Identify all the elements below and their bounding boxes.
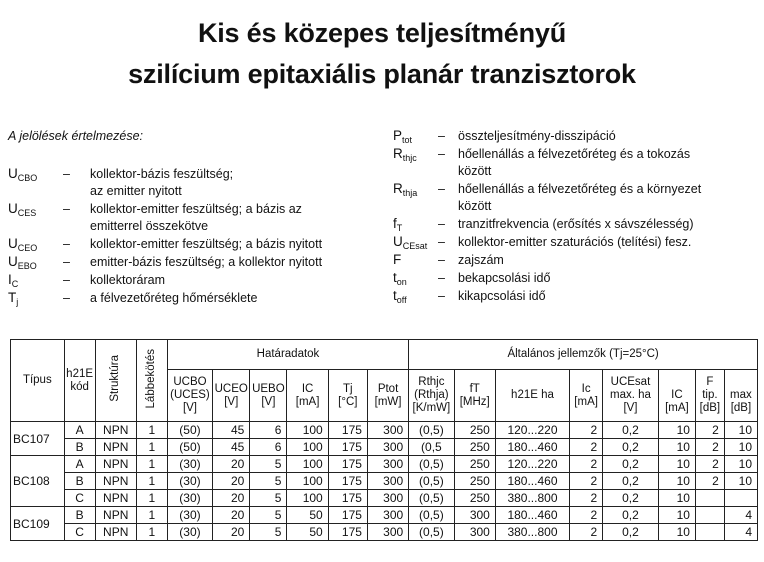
symbol-subscript: CBO — [17, 173, 38, 183]
cell-ftip — [695, 507, 724, 524]
cell-uceo: 20 — [213, 490, 250, 507]
cell-fmax: 4 — [724, 524, 757, 541]
legend-row — [8, 272, 388, 290]
struktura-cell: NPN — [95, 456, 136, 473]
cell-tj: 175 — [328, 473, 367, 490]
cell-uebo: 6 — [250, 439, 287, 456]
labbekotes-cell: 1 — [136, 524, 167, 541]
cell-ic3: 10 — [658, 422, 695, 439]
cell-uebo: 5 — [250, 524, 287, 541]
kod-cell: B — [64, 473, 95, 490]
cell-ic3: 10 — [658, 473, 695, 490]
legend-symbol — [8, 254, 37, 274]
legend-dash: – — [438, 129, 445, 143]
legend-symbol — [393, 288, 407, 308]
cell-ic3: 10 — [658, 490, 695, 507]
symbol-subscript: on — [396, 277, 407, 287]
cell-ft: 250 — [454, 422, 495, 439]
legend-dash: – — [438, 253, 445, 267]
legend-description: kollektor-emitter feszültség; a bázis az — [90, 202, 302, 216]
symbol-subscript: off — [396, 295, 407, 305]
legend-row — [8, 254, 388, 272]
legend-description: hőellenállás a félvezetőréteg és a tokozás — [458, 147, 691, 161]
cell-fmax: 10 — [724, 473, 757, 490]
th-tipus: Típus — [11, 340, 65, 422]
cell-ic2: 2 — [570, 507, 603, 524]
legend-row — [8, 201, 388, 236]
page-subtitle: szilícium epitaxiális planár tranzisztorok — [128, 59, 636, 89]
legend-row — [393, 252, 764, 270]
kod-cell: C — [64, 490, 95, 507]
legend-symbol — [393, 181, 417, 201]
cell-rth: (0,5) — [409, 422, 454, 439]
cell-uceo: 45 — [213, 439, 250, 456]
cell-ucesat: 0,2 — [603, 490, 659, 507]
cell-ptot: 300 — [367, 456, 408, 473]
kod-cell: C — [64, 524, 95, 541]
cell-ucbo: (50) — [167, 439, 212, 456]
symbol-base: U — [8, 166, 18, 181]
cell-ptot: 300 — [367, 439, 408, 456]
th-uebo: UEBO [V] — [250, 370, 287, 422]
struktura-cell: NPN — [95, 490, 136, 507]
legend-heading: A jelölések értelmezése: — [8, 129, 144, 143]
legend-description: kollektor-emitter feszültség; a bázis nyitott — [90, 237, 323, 251]
th-rthjc: Rthjc (Rthja) [K/mW] — [409, 370, 454, 422]
legend-symbol — [393, 146, 417, 166]
th-hataradatok: Határadatok — [167, 340, 408, 370]
cell-ic3: 10 — [658, 439, 695, 456]
legend-symbol — [393, 270, 407, 290]
cell-ucesat: 0,2 — [603, 456, 659, 473]
cell-tj: 175 — [328, 490, 367, 507]
cell-rth: (0,5 — [409, 439, 454, 456]
th-uceo: UCEO [V] — [213, 370, 250, 422]
symbol-base: U — [8, 201, 18, 216]
symbol-subscript: CES — [17, 208, 37, 218]
symbol-base: f — [393, 216, 397, 231]
legend-row — [8, 166, 388, 201]
cell-rth: (0,5) — [409, 473, 454, 490]
legend-dash: – — [63, 273, 70, 287]
cell-ft: 300 — [454, 507, 495, 524]
legend-dash: – — [63, 167, 70, 181]
cell-uebo: 5 — [250, 490, 287, 507]
symbol-subscript: thjc — [402, 153, 417, 163]
cell-ptot: 300 — [367, 422, 408, 439]
legend-symbol — [8, 236, 37, 256]
cell-uceo: 20 — [213, 507, 250, 524]
th-h21e: h21E ha — [495, 370, 569, 422]
th-ft: fT [MHz] — [454, 370, 495, 422]
labbekotes-cell: 1 — [136, 490, 167, 507]
cell-ucesat: 0,2 — [603, 507, 659, 524]
cell-ic: 100 — [287, 422, 328, 439]
symbol-base: U — [8, 254, 18, 269]
legend-dash: – — [63, 237, 70, 251]
th-tj: Tj [°C] — [328, 370, 367, 422]
cell-uebo: 5 — [250, 507, 287, 524]
cell-uceo: 45 — [213, 422, 250, 439]
cell-ucesat: 0,2 — [603, 473, 659, 490]
legend-description: zajszám — [458, 253, 504, 267]
table-row — [11, 507, 758, 524]
legend-dash: – — [438, 147, 445, 161]
symbol-subscript: tot — [402, 135, 413, 145]
cell-fmax — [724, 490, 757, 507]
cell-ic: 100 — [287, 490, 328, 507]
cell-fmax: 10 — [724, 422, 757, 439]
legend-dash: – — [438, 271, 445, 285]
table-row — [11, 422, 758, 439]
legend-dash: – — [63, 202, 70, 216]
page-title: Kis és közepes teljesítményű — [197, 18, 567, 48]
symbol-base: T — [8, 290, 17, 305]
legend-dash: – — [438, 235, 445, 249]
legend-description: emitter-bázis feszültség; a kollektor nyitott — [90, 255, 323, 269]
cell-ic2: 2 — [570, 524, 603, 541]
cell-ic2: 2 — [570, 473, 603, 490]
table-row — [11, 473, 758, 490]
legend-symbol — [393, 252, 401, 268]
cell-rth: (0,5) — [409, 524, 454, 541]
cell-tj: 175 — [328, 422, 367, 439]
cell-ftip: 2 — [695, 456, 724, 473]
struktura-cell: NPN — [95, 422, 136, 439]
legend-row — [8, 236, 388, 254]
cell-ic: 100 — [287, 456, 328, 473]
legend-description: kollektoráram — [90, 273, 166, 287]
cell-ucesat: 0,2 — [603, 524, 659, 541]
cell-uebo: 5 — [250, 473, 287, 490]
cell-ucbo: (30) — [167, 490, 212, 507]
cell-ftip: 2 — [695, 473, 724, 490]
symbol-base: R — [393, 181, 403, 196]
cell-ft: 250 — [454, 490, 495, 507]
cell-ic: 50 — [287, 524, 328, 541]
transistor-table — [10, 339, 758, 541]
cell-fmax: 10 — [724, 456, 757, 473]
legend-dash: – — [63, 255, 70, 269]
cell-ft: 250 — [454, 439, 495, 456]
th-altalanos: Általános jellemzők (Tj=25°C) — [409, 340, 758, 370]
cell-ic3: 10 — [658, 507, 695, 524]
kod-cell: B — [64, 439, 95, 456]
legend-description-cont: között — [458, 164, 492, 178]
type-cell: BC107 — [11, 422, 65, 456]
th-ic3: IC [mA] — [658, 370, 695, 422]
legend-description: kikapcsolási idő — [458, 289, 546, 303]
cell-fmax: 10 — [724, 439, 757, 456]
cell-h21e: 180...460 — [495, 507, 569, 524]
cell-tj: 175 — [328, 507, 367, 524]
kod-cell: B — [64, 507, 95, 524]
th-ptot: Ptot [mW] — [367, 370, 408, 422]
cell-ucbo: (30) — [167, 507, 212, 524]
legend-symbol — [8, 290, 18, 310]
cell-ft: 300 — [454, 524, 495, 541]
symbol-subscript: j — [16, 297, 19, 307]
legend-symbol — [8, 166, 37, 186]
labbekotes-cell: 1 — [136, 439, 167, 456]
labbekotes-cell: 1 — [136, 507, 167, 524]
table-row — [11, 439, 758, 456]
cell-uebo: 5 — [250, 456, 287, 473]
th-ic: IC [mA] — [287, 370, 328, 422]
legend-symbol — [393, 234, 427, 254]
legend-dash: – — [438, 182, 445, 196]
legend-dash: – — [438, 217, 445, 231]
legend-description: hőellenállás a félvezetőréteg és a környezet — [458, 182, 702, 196]
th-labbekotes: Lábbekötés — [136, 340, 167, 422]
type-cell: BC109 — [11, 507, 65, 541]
symbol-base: F — [393, 252, 402, 267]
cell-ftip: 2 — [695, 422, 724, 439]
cell-ic2: 2 — [570, 422, 603, 439]
legend-dash: – — [63, 291, 70, 305]
symbol-subscript: EBO — [17, 261, 37, 271]
cell-ptot: 300 — [367, 524, 408, 541]
symbol-base: I — [8, 272, 12, 287]
legend-description: tranzitfrekvencia (erősítés x sávszélesség) — [458, 217, 694, 231]
cell-h21e: 120...220 — [495, 422, 569, 439]
cell-h21e: 180...460 — [495, 439, 569, 456]
table-row — [11, 490, 758, 507]
legend-description: kollektor-bázis feszültség; — [90, 167, 234, 181]
cell-uceo: 20 — [213, 456, 250, 473]
legend-description-cont: között — [458, 199, 492, 213]
struktura-cell: NPN — [95, 439, 136, 456]
cell-uceo: 20 — [213, 473, 250, 490]
cell-ftip — [695, 524, 724, 541]
labbekotes-cell: 1 — [136, 456, 167, 473]
legend-symbol — [393, 216, 402, 236]
cell-rth: (0,5) — [409, 456, 454, 473]
struktura-cell: NPN — [95, 507, 136, 524]
th-f-max: max [dB] — [724, 370, 757, 422]
cell-ic: 100 — [287, 473, 328, 490]
legend-description-cont: emitterrel összekötve — [90, 219, 209, 233]
legend-symbol — [8, 201, 36, 221]
cell-ic3: 10 — [658, 456, 695, 473]
symbol-subscript: T — [396, 223, 403, 233]
th-h21e-kod: h21E kód — [64, 340, 95, 422]
labbekotes-cell: 1 — [136, 473, 167, 490]
cell-ucbo: (30) — [167, 456, 212, 473]
cell-uceo: 20 — [213, 524, 250, 541]
cell-rth: (0,5) — [409, 507, 454, 524]
cell-h21e: 380...800 — [495, 490, 569, 507]
th-f-tip: F tip. [dB] — [695, 370, 724, 422]
type-cell: BC108 — [11, 456, 65, 507]
cell-fmax: 4 — [724, 507, 757, 524]
cell-ft: 250 — [454, 473, 495, 490]
th-struktura: Struktúra — [95, 340, 136, 422]
cell-ptot: 300 — [367, 490, 408, 507]
symbol-subscript: CEO — [17, 243, 38, 253]
symbol-base: t — [393, 288, 397, 303]
symbol-base: P — [393, 128, 403, 143]
legend-description: kollektor-emitter szaturációs (telítési) fesz. — [458, 235, 692, 249]
labbekotes-cell: 1 — [136, 422, 167, 439]
cell-ic3: 10 — [658, 524, 695, 541]
table-row — [11, 456, 758, 473]
legend-row — [393, 216, 764, 234]
cell-ucesat: 0,2 — [603, 422, 659, 439]
struktura-cell: NPN — [95, 473, 136, 490]
legend-row — [393, 181, 764, 216]
cell-ucesat: 0,2 — [603, 439, 659, 456]
legend-row — [393, 128, 764, 146]
kod-cell: A — [64, 456, 95, 473]
cell-ic2: 2 — [570, 439, 603, 456]
cell-uebo: 6 — [250, 422, 287, 439]
legend-row — [393, 146, 764, 181]
cell-tj: 175 — [328, 439, 367, 456]
cell-ptot: 300 — [367, 507, 408, 524]
cell-ft: 250 — [454, 456, 495, 473]
cell-tj: 175 — [328, 456, 367, 473]
legend-description: bekapcsolási idő — [458, 271, 551, 285]
legend-row — [393, 234, 764, 252]
table-row — [11, 524, 758, 541]
legend-description: összteljesítmény-disszipáció — [458, 129, 616, 143]
symbol-subscript: CEsat — [402, 241, 428, 251]
legend-row — [393, 270, 764, 288]
symbol-base: U — [393, 234, 403, 249]
cell-h21e: 380...800 — [495, 524, 569, 541]
struktura-cell: NPN — [95, 524, 136, 541]
symbol-base: R — [393, 146, 403, 161]
legend-row — [8, 290, 388, 308]
legend-description-cont: az emitter nyitott — [90, 184, 182, 198]
legend-symbol — [393, 128, 412, 148]
th-ucesat: UCEsat max. ha [V] — [603, 370, 659, 422]
cell-tj: 175 — [328, 524, 367, 541]
cell-ucbo: (30) — [167, 524, 212, 541]
cell-h21e: 180...460 — [495, 473, 569, 490]
cell-ic: 50 — [287, 507, 328, 524]
cell-ucbo: (30) — [167, 473, 212, 490]
cell-ftip — [695, 490, 724, 507]
cell-rth: (0,5) — [409, 490, 454, 507]
cell-ptot: 300 — [367, 473, 408, 490]
symbol-base: t — [393, 270, 397, 285]
symbol-subscript: thja — [402, 188, 418, 198]
cell-ucbo: (50) — [167, 422, 212, 439]
symbol-base: U — [8, 236, 18, 251]
cell-h21e: 120...220 — [495, 456, 569, 473]
cell-ic2: 2 — [570, 490, 603, 507]
legend-row — [393, 288, 764, 306]
legend-dash: – — [438, 289, 445, 303]
kod-cell: A — [64, 422, 95, 439]
th-ucbo: UCBO (UCES) [V] — [167, 370, 212, 422]
cell-ic: 100 — [287, 439, 328, 456]
cell-ic2: 2 — [570, 456, 603, 473]
th-ic2: Ic [mA] — [570, 370, 603, 422]
legend-symbol — [8, 272, 18, 292]
symbol-subscript: C — [11, 279, 19, 289]
legend-description: a félvezetőréteg hőmérséklete — [90, 291, 258, 305]
cell-ftip: 2 — [695, 439, 724, 456]
